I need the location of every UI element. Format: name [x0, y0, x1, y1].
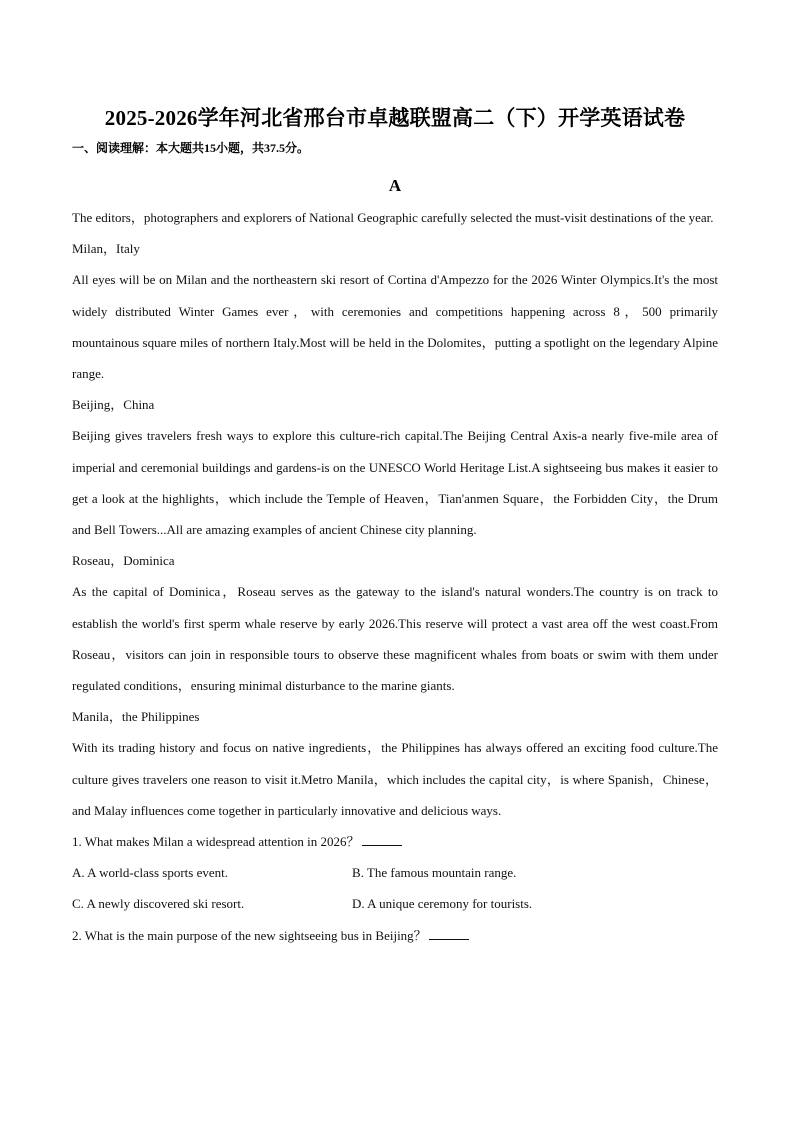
passage-intro: The editors，photographers and explorers of National Geographic carefully selected the must-visit destinations of the year.: [72, 210, 714, 225]
answer-blank: [429, 927, 469, 940]
place-heading-manila: Manila，the Philippines: [72, 709, 200, 725]
option-b: B. The famous mountain range.: [352, 865, 517, 881]
place-text-milan: All eyes will be on Milan and the northeastern ski resort of Cortina d'Ampezzo for the 2026 Winter Olympics.It's the most widely distributed Winter Games ever，with ceremonies and competitions happening across 8，500 primarily mountainous square miles of northern Italy.Most will be held in the Dolomites，putting a spotlight on the legendary Alpine range.: [72, 272, 718, 382]
question-1-stem: 1. What makes Milan a widespread attention in 2026？: [72, 834, 360, 850]
place-text-manila: With its trading history and focus on native ingredients，the Philippines has always offered an exciting food culture.The culture gives travelers one reason to visit it.Metro Manila，which includes the capital city，is where Spanish，Chinese，and Malay influences come together in particularly innovative and delicious ways.: [72, 740, 718, 818]
place-text-roseau: As the capital of Dominica，Roseau serves as the gateway to the island's natural wonders.The country is on track to establish the world's first sperm whale reserve by early 2026.This reserve will protect a vast area off the west coast.From Roseau，visitors can join in responsible tours to observe these magnificent whales from boats or swim with them under regulated conditions，ensuring minimal disturbance to the marine giants.: [72, 584, 718, 694]
question-1: [72, 826, 718, 857]
place-heading-beijing: Beijing，China: [72, 397, 155, 413]
question-2-stem: 2. What is the main purpose of the new sightseeing bus in Beijing？: [72, 927, 427, 943]
place-text-beijing: Beijing gives travelers fresh ways to explore this culture-rich capital.The Beijing Central Axis-a nearly five-mile area of imperial and ceremonial buildings and gardens-is on the UNESCO World Heritage List.A sightseeing bus makes it easier to get a look at the highlights，which include the Temple of Heaven，Tian'anmen Square，the Forbidden City，the Drum and Bell Towers...All are amazing examples of ancient Chinese city planning.: [72, 428, 718, 538]
option-d: D. A unique ceremony for tourists.: [352, 896, 533, 912]
question-1-options: [72, 857, 718, 919]
passage-letter: A: [388, 176, 402, 195]
option-a: A. A world-class sports event.: [72, 865, 228, 881]
exam-title: 2025-2026学年河北省邢台市卓越联盟高二（下）开学英语试卷: [104, 106, 686, 130]
section-heading: 一、阅读理解：本大题共15小题，共37.5分。: [72, 141, 310, 155]
place-heading-milan: Milan，Italy: [72, 241, 140, 257]
answer-blank: [362, 833, 402, 846]
option-c: C. A newly discovered ski resort.: [72, 896, 245, 912]
question-2: [72, 920, 718, 951]
place-heading-roseau: Roseau，Dominica: [72, 553, 175, 569]
